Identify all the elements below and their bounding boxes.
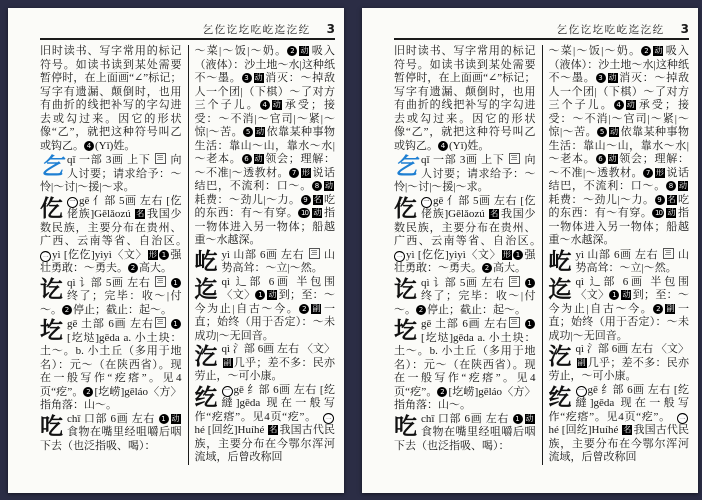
- column-left: [394, 45, 547, 465]
- sense-number-badge: 6: [242, 154, 252, 164]
- text-columns: [40, 45, 335, 465]
- headword: 乞: [40, 154, 63, 179]
- sense-number-badge: 9: [301, 195, 311, 205]
- dictionary-entry: 迄qì 辶部 6画 半包围 〈文〉 1 动 到；至：～今为止|自古～今。 2 副 一直；始终（用于否定）：～未成功|～无回音。: [548, 275, 690, 342]
- headword: 仡: [394, 195, 417, 221]
- pos-tag: 动: [254, 154, 263, 163]
- circled-reading-number: 二: [677, 413, 688, 424]
- pos-tag: 动: [610, 127, 619, 136]
- pos-tag: 副: [577, 357, 586, 367]
- headword: 乞: [394, 154, 417, 179]
- structure-box-icon: [509, 153, 520, 164]
- pos-tag: 名: [623, 425, 632, 434]
- dictionary-entry: 乞qǐ 一部 3画 上下 向人讨要；请求给予：～怜|～讨|～援|～求。: [40, 154, 182, 193]
- pos-tag: 动: [325, 181, 333, 190]
- sense-number-badge: 1: [159, 414, 169, 424]
- dictionary-entry: 乞qǐ 一部 3画 上下 向人讨要；请求给予：～怜|～讨|～援|～求。: [394, 154, 536, 193]
- dictionary-entry: 迄qì 辶部 6画 半包围 〈文〉 1 动 到；至：～今为止|自古～今。 2 副 一直；始终（用于否定）：～未成功|～无回音。: [194, 275, 336, 342]
- dictionary-page-right: [362, 8, 698, 493]
- circled-reading-number: 一: [576, 386, 587, 397]
- sense-number-badge: 1: [609, 290, 619, 300]
- sense-number-badge: 4: [260, 100, 270, 110]
- sense-number-badge: 5: [243, 127, 253, 137]
- dictionary-entry: 仡 一 gē 亻部 5画 左右 [仡佬族]Gēlǎozú 名 我国少数民族，主要分布在贵州、广西、云南等省、自治区。 二 yì [仡仡]yìyì〈文〉 形 1 强壮勇敢：～勇夫。 2 高大。: [394, 194, 547, 274]
- pos-tag: 形: [148, 249, 157, 259]
- pos-tag: 动: [622, 290, 631, 299]
- sense-number-badge: 4: [84, 141, 94, 151]
- dictionary-entry: 圪gē 土部 6画 左右 1[圪垯]gēda a. 小土块：土～。b. 小土丘（多用于地名）：元～（在陕西省）。现在一般写作“疙瘩”。见4页“疙”。 2 [圪崂]gēláo〈方〉指角落：山～。: [394, 318, 536, 411]
- circled-reading-number: 二: [394, 251, 405, 262]
- pos-tag: 形: [302, 167, 311, 177]
- structure-box-icon: [509, 276, 520, 287]
- dictionary-entry: 讫qì 讠部 5画 左右 1终了；完毕：收～|付～。 2 停止；截止：起～。: [394, 276, 536, 316]
- dictionary-entry: 汔qì 氵部 6画 左右 〈文〉副 几乎；差不多：民亦劳止，～可小康。: [548, 343, 689, 382]
- structure-box-icon: [155, 317, 166, 328]
- pos-tag: 动: [667, 208, 676, 217]
- dictionary-entry: 纥 一 gē 纟部 6画 左右 [纥繨]gēda 现在一般写作“疙瘩”。见4页“疙”。 二hé [回纥]Huíhé 名 我国古代民族，主要分布在今鄂尔浑河流域，后曾改称回: [548, 383, 689, 463]
- headword: 圪: [394, 318, 417, 343]
- headword: 屹: [194, 248, 218, 274]
- pos-tag: 动: [525, 413, 534, 423]
- sense-number-badge: 7: [289, 168, 299, 178]
- running-head: 乞仡讫圪吃屹迄汔纥: [556, 25, 665, 36]
- sense-number-badge: 4: [614, 100, 624, 110]
- structure-box-icon: [155, 153, 166, 164]
- circled-reading-number: 二: [323, 413, 334, 424]
- sense-number-badge: 2: [287, 46, 297, 56]
- circled-reading-number: 一: [67, 197, 78, 208]
- sense-number-badge: 5: [597, 127, 607, 137]
- structure-box-icon: [309, 248, 320, 259]
- sense-number-badge: 1: [255, 290, 265, 300]
- headword: 汔: [194, 344, 218, 369]
- structure-box-icon: [509, 317, 520, 328]
- pos-tag: 名: [490, 209, 499, 218]
- headword: 迄: [194, 276, 218, 302]
- page-number: 3: [680, 22, 689, 36]
- paragraph: 旧时读书、写字常用的标记符号。如读书读到某处需要暂停时，在上面画“∠”标记；写字有遗漏、颠倒时，也用有曲折的线把补写的字勾进去或勾过来。因它的形状像“乙”，就把这种符号叫乙或钩乙。 4 (Yǐ)姓。: [394, 45, 536, 152]
- dictionary-entry: 圪gē 土部 6画 左右 1[圪垯]gēda a. 小土块：土～。b. 小土丘（多用于地名）：元～（在陕西省）。现在一般写作“疙瘩”。见4页“疙”。 2 [圪崂]gēláo〈方〉指角落：山～。: [40, 318, 182, 411]
- dictionary-entry: 屹yì 山部 6画 左右 山势高耸：～立|～然。: [548, 248, 689, 274]
- pos-tag: 动: [268, 290, 277, 299]
- text-columns: [394, 45, 689, 465]
- sense-number-badge: 1: [513, 250, 523, 260]
- sense-number-badge: 1: [159, 250, 169, 260]
- header-rule: [394, 38, 689, 40]
- page-header: [40, 22, 335, 37]
- pos-tag: 动: [313, 208, 322, 217]
- dictionary-entry: 仡 一 gē 亻部 5画 左右 [仡佬族]Gēlǎozú 名 我国少数民族，主要分布在贵州、广西、云南等省、自治区。 二 yì [仡仡]yìyì〈文〉 形 1 强壮勇敢：～勇夫。 2 高大。: [40, 194, 193, 274]
- pos-tag: 副: [223, 357, 232, 367]
- headword: 纥: [194, 384, 218, 410]
- pos-tag: 副: [312, 303, 321, 313]
- headword: 吃: [394, 413, 417, 439]
- sense-number-badge: 7: [643, 168, 653, 178]
- sense-number-badge: 3: [242, 73, 252, 83]
- sense-number-badge: 3: [596, 73, 606, 83]
- dictionary-entry: 汔qì 氵部 6画 左右 〈文〉副 几乎；差不多：民亦劳止，～可小康。: [194, 343, 335, 382]
- paragraph: ～菜|～饭|～奶。 2 动 吸入（液体）：沙土地～水|这种纸不～墨。 3 动 消灭：～掉敌人一个团|（下棋）～了对方三个子儿。 4 动 承受；接受：～不消|～官司|～紧|～惊|～苦。 5 动 依靠某种事物生活：靠山～山，靠水～水|～老本。 6 动 领会；理解：～不准|～透教材。 7 形 说话结巴，不流利：口～。 8 动耗费：～劲儿|～力。 9 名 吃的东西：有～有穿。 10 动 指一物体进入另一物体；船越重～水越深。: [194, 45, 336, 246]
- pos-tag: 动: [608, 154, 617, 163]
- circled-reading-number: 二: [40, 251, 51, 262]
- pos-tag: 形: [656, 167, 665, 177]
- running-head: 乞仡讫圪吃屹迄汔纥: [202, 25, 311, 36]
- sense-number-badge: 2: [437, 387, 447, 397]
- pos-tag: 动: [626, 100, 635, 109]
- sense-number-badge: 10: [298, 208, 310, 218]
- circled-reading-number: 一: [421, 197, 432, 208]
- headword: 纥: [548, 384, 572, 410]
- pos-tag: 动: [256, 127, 265, 136]
- sense-number-badge: 1: [525, 278, 535, 288]
- paragraph: ～菜|～饭|～奶。 2 动 吸入（液体）：沙土地～水|这种纸不～墨。 3 动 消灭：～掉敌人一个团|（下棋）～了对方三个子儿。 4 动 承受；接受：～不消|～官司|～紧|～惊|～苦。 5 动 依靠某种事物生活：靠山～山，靠水～水|～老本。 6 动 领会；理解：～不准|～透教材。 7 形 说话结巴，不流利：口～。 8 动耗费：～劲儿|～力。 9 名 吃的东西：有～有穿。 10 动 指一物体进入另一物体；船越重～水越深。: [548, 45, 690, 246]
- sense-number-badge: 2: [653, 304, 663, 314]
- pos-tag: 动: [272, 100, 281, 109]
- pos-tag: 动: [608, 73, 617, 82]
- sense-number-badge: 2: [83, 387, 93, 397]
- pos-tag: 副: [666, 303, 675, 313]
- headword: 屹: [548, 248, 572, 274]
- sense-number-badge: 2: [62, 305, 72, 315]
- sense-number-badge: 1: [525, 319, 535, 329]
- sense-number-badge: 1: [513, 414, 523, 424]
- sense-number-badge: 4: [438, 141, 448, 151]
- column-right: [542, 45, 690, 465]
- page-number: 3: [326, 22, 335, 36]
- dictionary-page-left: [8, 8, 344, 493]
- circled-reading-number: 一: [222, 386, 233, 397]
- sense-number-badge: 1: [171, 278, 181, 288]
- pos-tag: 名: [269, 425, 278, 434]
- dictionary-entry: 吃chī 口部 6画 左右 1 动食物在嘴里经咀嚼后咽下去（也泛指吸、喝）：: [40, 412, 182, 452]
- sense-number-badge: 2: [299, 304, 309, 314]
- pos-tag: 动: [254, 73, 263, 82]
- sense-number-badge: 2: [416, 305, 426, 315]
- column-right: [188, 45, 336, 465]
- header-rule: [40, 38, 335, 40]
- headword: 仡: [40, 195, 63, 221]
- structure-box-icon: [663, 248, 674, 259]
- dictionary-entry: 讫qì 讠部 5画 左右 1终了；完毕：收～|付～。 2 停止；截止：起～。: [40, 276, 182, 316]
- headword: 圪: [40, 318, 63, 343]
- headword: 讫: [40, 276, 63, 302]
- page-header: [394, 22, 689, 37]
- pos-tag: 名: [313, 194, 322, 204]
- headword: 吃: [40, 413, 63, 439]
- page-content-area: [8, 8, 344, 465]
- sense-number-badge: 9: [655, 195, 665, 205]
- sense-number-badge: 8: [666, 181, 676, 191]
- page-content-area: [362, 8, 698, 465]
- sense-number-badge: 2: [128, 263, 138, 273]
- pos-tag: 动: [300, 46, 309, 55]
- dictionary-entry: 纥 一 gē 纟部 6画 左右 [纥繨]gēda 现在一般写作“疙瘩”。见4页“疙”。 二hé [回纥]Huíhé 名 我国古代民族，主要分布在今鄂尔浑河流域，后曾改称回: [194, 383, 335, 463]
- sense-number-badge: 2: [641, 46, 651, 56]
- pos-tag: 动: [171, 413, 180, 423]
- sense-number-badge: 1: [171, 319, 181, 329]
- dictionary-entry: 屹yì 山部 6画 左右 山势高耸：～立|～然。: [194, 248, 335, 274]
- sense-number-badge: 10: [652, 208, 664, 218]
- pos-tag: 名: [136, 209, 145, 218]
- pos-tag: 名: [667, 194, 676, 204]
- sense-number-badge: 6: [596, 154, 606, 164]
- column-left: [40, 45, 193, 465]
- headword: 迄: [548, 276, 572, 302]
- dictionary-entry: 吃chī 口部 6画 左右 1 动食物在嘴里经咀嚼后咽下去（也泛指吸、喝）：: [394, 412, 536, 452]
- structure-box-icon: [155, 276, 166, 287]
- pos-tag: 形: [502, 249, 511, 259]
- sense-number-badge: 2: [482, 263, 492, 273]
- paragraph: 旧时读书、写字常用的标记符号。如读书读到某处需要暂停时，在上面画“∠”标记；写字有遗漏、颠倒时，也用有曲折的线把补写的字勾进去或勾过来。因它的形状像“乙”，就把这种符号叫乙或钩乙。 4 (Yǐ)姓。: [40, 45, 182, 152]
- sense-number-badge: 8: [312, 181, 322, 191]
- pos-tag: 动: [679, 181, 687, 190]
- pos-tag: 动: [654, 46, 663, 55]
- headword: 汔: [548, 344, 572, 369]
- headword: 讫: [394, 276, 417, 302]
